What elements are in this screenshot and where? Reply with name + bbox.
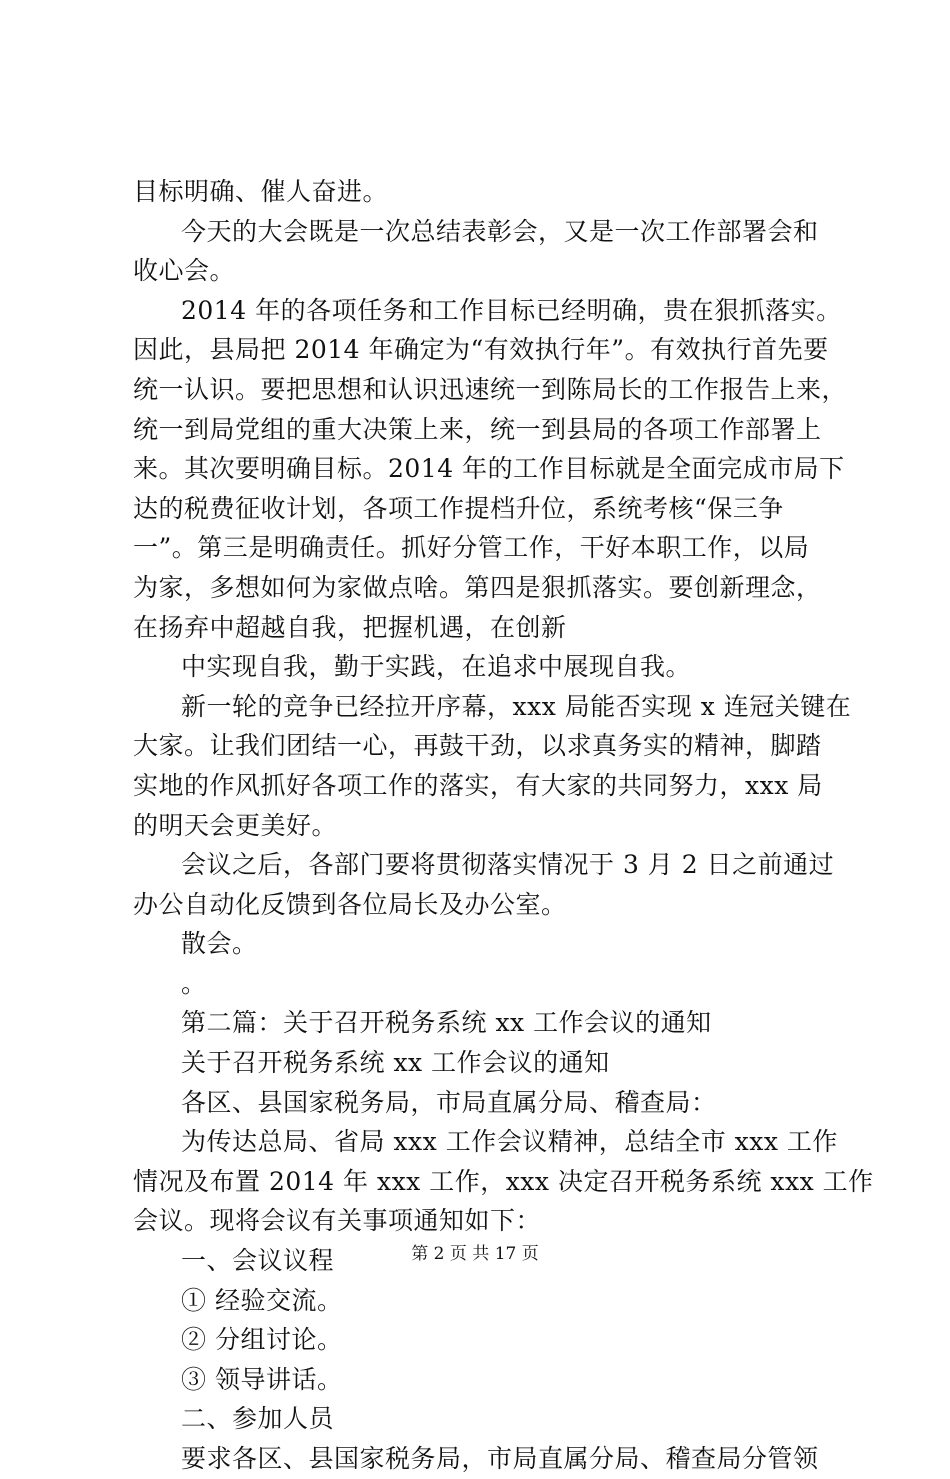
page-footer: 第 2 页 共 17 页 <box>411 1244 539 1264</box>
text-line: 2014 年的各项任务和工作目标已经明确，贵在狠抓落实。 <box>181 295 842 325</box>
text-line: 各区、县国家税务局，市局直属分局、稽查局： <box>181 1087 717 1117</box>
text-line: 的明天会更美好。 <box>133 810 338 840</box>
text-line: 第二篇：关于召开税务系统 xx 工作会议的通知 <box>181 1008 712 1038</box>
text-line: ① 经验交流。 <box>181 1285 343 1315</box>
text-line: 。 <box>181 968 207 998</box>
text-line: 为传达总局、省局 xxx 工作会议精神，总结全市 xxx 工作 <box>181 1127 838 1157</box>
text-line: 会议之后，各部门要将贯彻落实情况于 3 月 2 日之前通过 <box>181 850 835 880</box>
text-line: 收心会。 <box>133 256 236 286</box>
text-line: 关于召开税务系统 xx 工作会议的通知 <box>181 1048 610 1078</box>
text-line: 一”。第三是明确责任。抓好分管工作，干好本职工作，以局 <box>133 533 810 563</box>
text-line: 统一认识。要把思想和认识迅速统一到陈局长的工作报告上来， <box>133 374 848 404</box>
text-line: ② 分组讨论。 <box>181 1325 343 1355</box>
text-line: 今天的大会既是一次总结表彰会，又是一次工作部署会和 <box>181 216 819 246</box>
text-line: 办公自动化反馈到各位局长及办公室。 <box>133 889 567 919</box>
text-line: 二、参加人员 <box>181 1404 335 1434</box>
text-line: 要求各区、县国家税务局，市局直属分局、稽查局分管领 <box>181 1444 819 1473</box>
text-line: 因此，县局把 2014 年确定为“有效执行年”。有效执行首先要 <box>133 335 829 365</box>
document-body <box>133 172 874 1479</box>
text-line: 在扬弃中超越自我，把握机遇，在创新 <box>133 612 567 642</box>
text-line: 实地的作风抓好各项工作的落实，有大家的共同努力，xxx 局 <box>133 770 823 800</box>
text-line: 中实现自我，勤于实践，在追求中展现自我。 <box>181 652 692 682</box>
text-line: 散会。 <box>181 929 258 959</box>
text-line: 统一到局党组的重大决策上来，统一到县局的各项工作部署上 <box>133 414 822 444</box>
text-line: 达的税费征收计划，各项工作提档升位，系统考核“保三争 <box>133 493 784 523</box>
text-line: 为家，多想如何为家做点啥。第四是狠抓落实。要创新理念， <box>133 572 822 602</box>
text-line: 目标明确、催人奋进。 <box>133 177 389 206</box>
text-line: 情况及布置 2014 年 xxx 工作，xxx 决定召开税务系统 xxx 工作 <box>133 1166 874 1196</box>
text-line: ③ 领导讲话。 <box>181 1364 343 1394</box>
text-line: 大家。让我们团结一心，再鼓干劲，以求真务实的精神，脚踏 <box>133 731 822 761</box>
text-line: 一、会议议程 <box>181 1246 335 1276</box>
text-line: 会议。现将会议有关事项通知如下： <box>133 1206 542 1236</box>
text-line: 来。其次要明确目标。2014 年的工作目标就是全面完成市局下 <box>133 454 845 484</box>
text-line: 新一轮的竞争已经拉开序幕，xxx 局能否实现 x 连冠关键在 <box>181 691 852 721</box>
